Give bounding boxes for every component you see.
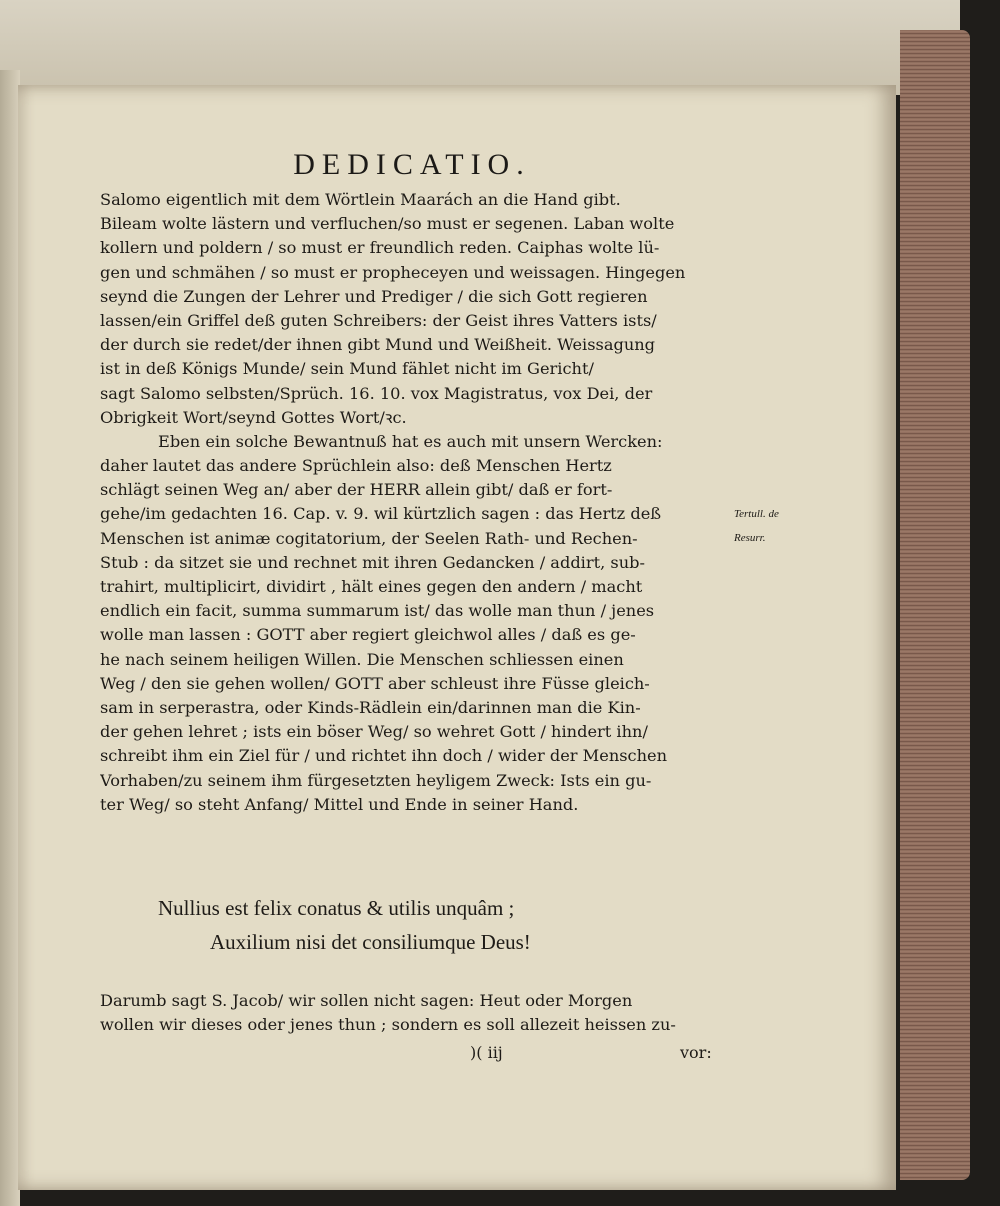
text-line: Menschen ist animæ cogitatorium, der Seelen Rath- und Rechen-	[100, 528, 638, 548]
text-line: der gehen lehret ; ists ein böser Weg/ so wehret Gott / hindert ihn/	[100, 722, 648, 742]
text-line: daher lautet das andere Sprüchlein also: deß Menschen Hertz	[100, 456, 612, 476]
text-line: Darumb sagt S. Jacob/ wir sollen nicht sagen: Heut oder Morgen	[100, 991, 633, 1010]
margin-note: Resurr.	[734, 532, 766, 544]
text-line: lassen/ein Griffel deß guten Schreibers: der Geist ihres Vatters ists/	[100, 310, 657, 330]
text-line: ist in deß Königs Munde/ sein Mund fählet nicht im Gericht/	[100, 359, 594, 379]
text-line: gehe/im gedachten 16. Cap. v. 9. wil kürtzlich sagen : das Hertz deß	[100, 504, 662, 524]
text-line: Stub : da sitzet sie und rechnet mit ihren Gedancken / addirt, sub-	[100, 552, 645, 572]
text-line: sam in serperastra, oder Kinds-Rädlein ein/darinnen man die Kin-	[100, 697, 641, 717]
text-line: der durch sie redet/der ihnen gibt Mund und Weißheit. Weissagung	[100, 335, 656, 355]
text-line: wollen wir dieses oder jenes thun ; sondern es soll allezeit heissen zu-	[100, 1015, 676, 1035]
page-block-edge	[900, 30, 970, 1180]
latin-quote-line: Nullius est felix conatus & utilis unquâm ;	[158, 896, 515, 920]
text-line: gen und schmähen / so must er propheceyen und weissagen. Hingegen	[100, 262, 686, 282]
text-line: ter Weg/ so steht Anfang/ Mittel und Ende in seiner Hand.	[100, 794, 579, 814]
text-line: Salomo eigentlich mit dem Wörtlein Maarách an die Hand gibt.	[100, 190, 621, 209]
binding-edge	[0, 70, 20, 1206]
text-line: kollern und poldern / so must er freundlich reden. Caiphas wolte lü-	[100, 238, 660, 258]
text-line: Vorhaben/zu seinem ihm fürgesetzten heyligem Zweck: Ists ein gu-	[100, 770, 652, 790]
latin-quote-line: Auxilium nisi det consiliumque Deus!	[210, 930, 531, 954]
text-line: Bileam wolte lästern und verfluchen/so must er segenen. Laban wolte	[100, 214, 675, 234]
catchword: vor:	[680, 1043, 712, 1062]
text-line: Obrigkeit Wort/seynd Gottes Wort/ꝛc.	[100, 407, 407, 427]
signature-mark: )( iij	[470, 1043, 503, 1062]
text-line: endlich ein facit, summa summarum ist/ das wolle man thun / jenes	[100, 601, 655, 621]
footer-text	[100, 988, 740, 1036]
text-line: sagt Salomo selbsten/Sprüch. 16. 10. vox Magistratus, vox Dei, der	[100, 383, 653, 403]
text-line: he nach seinem heiligen Willen. Die Menschen schliessen einen	[100, 649, 624, 669]
page-title: DEDICATIO.	[293, 148, 531, 181]
text-line: schlägt seinen Weg an/ aber der HERR allein gibt/ daß er fort-	[100, 480, 613, 500]
book-cover-top	[0, 0, 960, 95]
text-line: seynd die Zungen der Lehrer und Prediger / die sich Gott regieren	[100, 286, 648, 306]
text-line: trahirt, multiplicirt, dividirt , hält eines gegen den andern / macht	[100, 577, 643, 596]
text-line: wolle man lassen : GOTT aber regiert gleichwol alles / daß es ge-	[100, 625, 636, 645]
text-line: Eben ein solche Bewantnuß hat es auch mit unsern Wercken:	[158, 431, 663, 451]
margin-note: Tertull. de	[734, 508, 779, 520]
body-text	[100, 188, 740, 817]
text-line: Weg / den sie gehen wollen/ GOTT aber schleust ihre Füsse gleich-	[100, 673, 650, 693]
text-line: schreibt ihm ein Ziel für / und richtet ihn doch / wider der Menschen	[100, 746, 668, 766]
